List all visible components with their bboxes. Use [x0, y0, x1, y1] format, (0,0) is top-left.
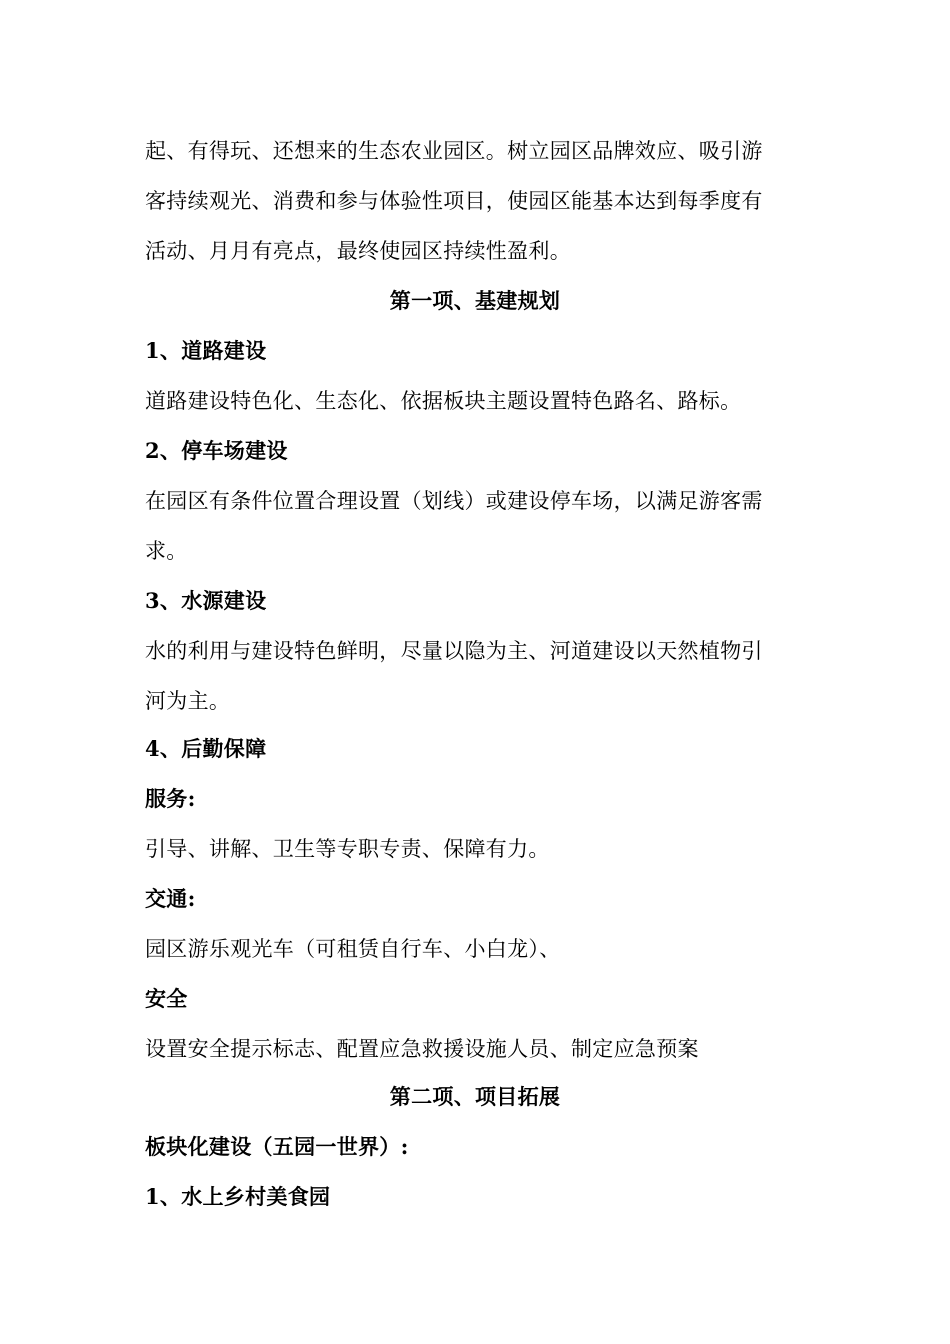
water-text-1: 水的利用与建设特色鲜明，尽量以隐为主、河道建设以天然植物引 — [145, 639, 763, 663]
logistics-heading: 4、后勤保障 — [145, 736, 267, 761]
intro-line-2: 客持续观光、消费和参与体验性项目，使园区能基本达到每季度有 — [145, 189, 763, 213]
safety-heading: 安全 — [145, 986, 188, 1011]
water-text-2: 河为主。 — [145, 689, 231, 713]
section1-title: 第一项、基建规划 — [389, 288, 561, 313]
road-text: 道路建设特色化、生态化、依据板块主题设置特色路名、路标。 — [145, 389, 742, 413]
intro-line-3: 活动、月月有亮点，最终使园区持续性盈利。 — [145, 239, 571, 263]
section2-title: 第二项、项目拓展 — [389, 1084, 561, 1109]
road-heading: 1、道路建设 — [145, 338, 267, 363]
service-heading: 服务: — [145, 786, 196, 811]
service-text: 引导、讲解、卫生等专职专责、保障有力。 — [145, 837, 550, 861]
item1-heading: 1、水上乡村美食园 — [145, 1184, 331, 1209]
traffic-heading: 交通: — [145, 886, 196, 911]
water-heading: 3、水源建设 — [145, 588, 267, 613]
intro-line-1: 起、有得玩、还想来的生态农业园区。树立园区品牌效应、吸引游 — [145, 139, 763, 163]
traffic-text: 园区游乐观光车（可租赁自行车、小白龙）、 — [145, 937, 561, 961]
safety-text: 设置安全提示标志、配置应急救援设施人员、制定应急预案 — [145, 1037, 699, 1061]
parking-text-1: 在园区有条件位置合理设置（划线）或建设停车场，以满足游客需 — [145, 489, 763, 513]
parking-text-2: 求。 — [145, 539, 188, 563]
parking-heading: 2、停车场建设 — [145, 438, 288, 463]
block-heading: 板块化建设（五园一世界）: — [145, 1134, 409, 1159]
